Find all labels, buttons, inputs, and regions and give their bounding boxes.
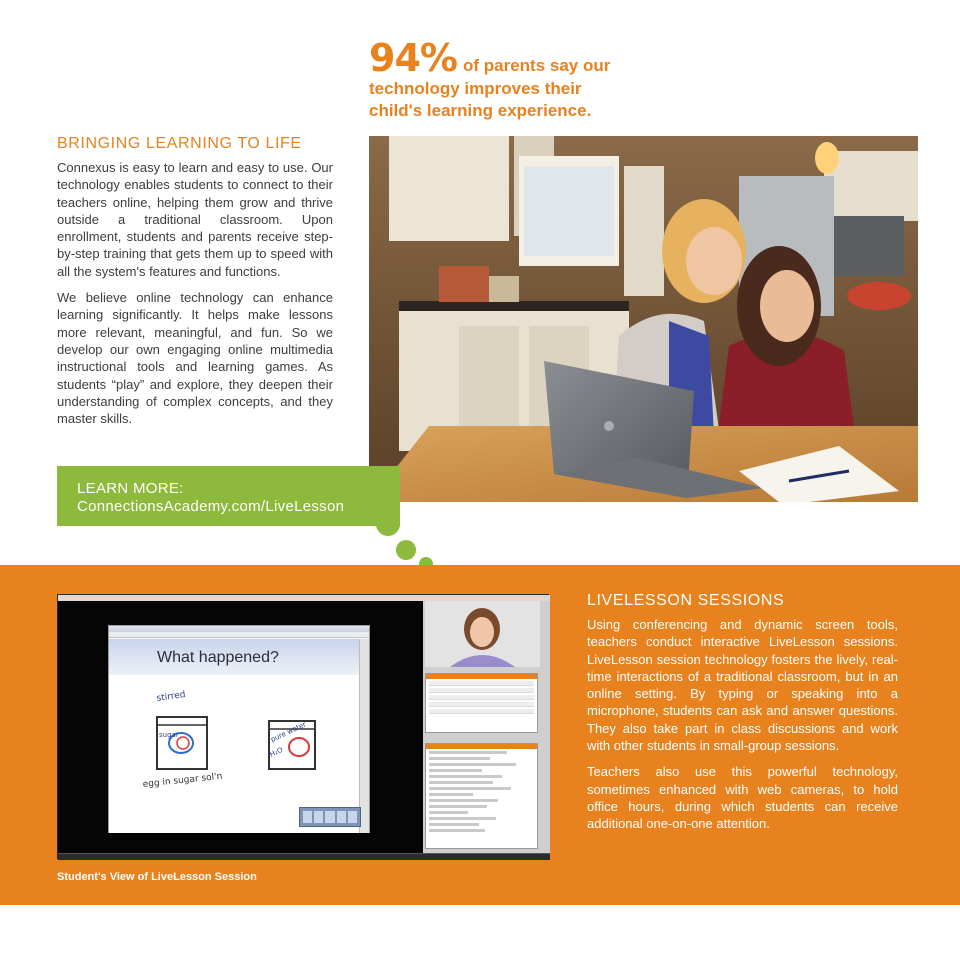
participant-row[interactable]	[429, 688, 534, 693]
livelesson-paragraph-1: Using conferencing and dynamic screen tools, teachers conduct interactive LiveLesson sessions. LiveLesson session technology fosters the lively, real-time interactions of a traditional classroom, but in an online setting. By typing or speaking into a microphone, students can ask and answer questions. They also take part in class discussions and work with other students in small-group sessions.	[587, 617, 898, 754]
whiteboard-slide	[109, 639, 359, 833]
participant-row[interactable]	[429, 709, 534, 714]
whiteboard-window	[108, 625, 370, 833]
chat-message	[429, 757, 490, 760]
participants-panel-header	[426, 674, 537, 679]
right-egg	[289, 738, 309, 756]
participant-row[interactable]	[429, 681, 534, 686]
stat-text-1: of parents say our	[462, 56, 611, 75]
session-sidebar	[423, 601, 550, 853]
learn-more-label: LEARN MORE:	[77, 480, 184, 497]
chat-message	[429, 829, 485, 832]
kitchen-laptop-photo	[369, 136, 918, 502]
highlighter-tool-icon[interactable]	[314, 811, 323, 823]
livelesson-heading: LIVELESSON SESSIONS	[587, 592, 785, 609]
text-tool-icon[interactable]	[348, 811, 357, 823]
stat-text-2: technology improves their	[369, 79, 582, 98]
whiteboard-drawing	[109, 639, 359, 833]
screenshot-caption: Student's View of LiveLesson Session	[57, 871, 257, 883]
callout-bubble-medium	[396, 540, 416, 560]
teacher-video	[425, 601, 540, 667]
egg-annotation: egg in sugar sol'n	[142, 771, 223, 790]
chat-message	[429, 799, 498, 802]
pen-tool-icon[interactable]	[303, 811, 312, 823]
participant-row[interactable]	[429, 695, 534, 700]
livelesson-section	[587, 592, 898, 833]
sugar-annotation: sugar	[159, 731, 179, 739]
chat-message	[429, 817, 496, 820]
eraser-tool-icon[interactable]	[325, 811, 334, 823]
chat-message	[429, 787, 511, 790]
whiteboard-menubar	[109, 632, 369, 638]
chat-panel[interactable]	[425, 743, 538, 849]
participant-row[interactable]	[429, 702, 534, 707]
whiteboard-scrollbar[interactable]	[359, 639, 369, 833]
bringing-learning-heading: BRINGING LEARNING TO LIFE	[57, 135, 302, 152]
bringing-learning-paragraph-1: Connexus is easy to learn and easy to use. Our technology enables students to connect to their teachers online, helping them grow and thrive outside a traditional classroom. Upon enrollment, students and parents receive step-by-step training that gets them up to speed with all the system's features and functions.	[57, 160, 333, 279]
h2o-annotation: H₂O	[268, 745, 285, 759]
livelesson-screenshot	[57, 594, 549, 859]
whiteboard-area	[58, 601, 423, 853]
chat-message	[429, 781, 493, 784]
chat-panel-header	[426, 744, 537, 749]
learn-more-link[interactable]: ConnectionsAcademy.com/LiveLesson	[77, 498, 345, 515]
chat-message	[429, 769, 482, 772]
chat-message	[429, 811, 468, 814]
stirred-annotation: stirred	[156, 690, 187, 704]
chat-message	[429, 793, 473, 796]
chat-message	[429, 751, 507, 754]
pure-water-annotation: pure water	[269, 720, 308, 744]
learn-more-callout[interactable]	[57, 466, 400, 526]
chat-message	[429, 805, 487, 808]
app-statusbar	[58, 853, 550, 860]
stat-line-1	[369, 38, 669, 78]
slide-title: What happened?	[157, 649, 279, 666]
bringing-learning-section	[57, 135, 333, 427]
parent-stat	[369, 38, 669, 122]
whiteboard-toolbar[interactable]	[299, 807, 361, 827]
kitchen-laptop-illustration	[369, 136, 918, 502]
teacher-webcam	[425, 601, 540, 667]
stat-percent: 94%	[369, 36, 457, 80]
chat-message	[429, 823, 479, 826]
bringing-learning-paragraph-2: We believe online technology can enhance learning significantly. It helps make lessons more relevant, meaningful, and fun. So we develop our own engaging online multimedia instructional tools and learning games. As students “play” and explore, they deepen their understanding of complex concepts, and they master skills.	[57, 290, 333, 427]
livelesson-paragraph-2: Teachers also use this powerful technology, sometimes enhanced with web cameras, to hold office hours, during which students can receive additional one-on-one attention.	[587, 764, 898, 832]
chat-message	[429, 763, 516, 766]
participants-panel[interactable]	[425, 673, 538, 733]
chat-message	[429, 775, 502, 778]
callout-tail	[376, 512, 400, 536]
stat-text-3: child's learning experience.	[369, 101, 592, 120]
shape-tool-icon[interactable]	[337, 811, 346, 823]
